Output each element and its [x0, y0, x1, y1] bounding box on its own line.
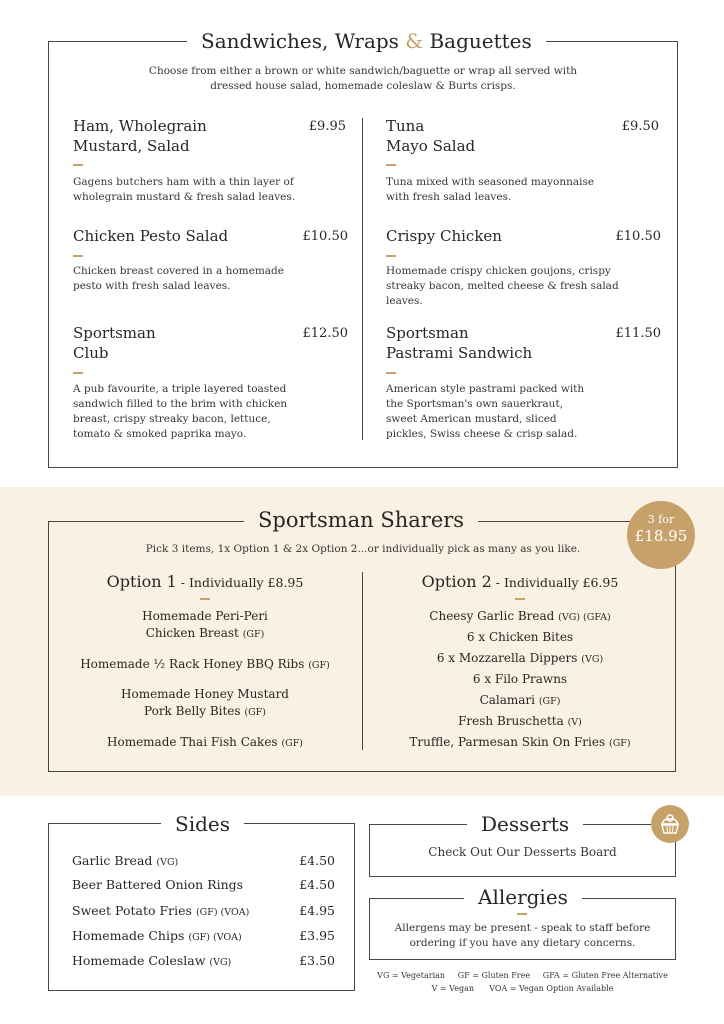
dessert-cupcake-icon-svg	[651, 805, 689, 843]
option2-item: Fresh Bruschetta (V)	[458, 714, 582, 728]
side-item-price: £4.50	[299, 853, 335, 868]
desserts-title: Desserts	[467, 811, 583, 837]
option1-item: Homemade ½ Rack Honey BBQ Ribs (GF)	[80, 657, 330, 671]
accent-dash	[386, 372, 396, 374]
sandwiches-title: Sandwiches, Wraps & Baguettes	[187, 28, 546, 54]
option2-item: Cheesy Garlic Bread (VG) (GFA)	[429, 609, 611, 623]
sandwich-item-name: Sportsman Pastrami Sandwich	[386, 324, 533, 362]
sharers-deal-badge: 3 for £18.95	[627, 501, 695, 569]
sharers-intro: Pick 3 items, 1x Option 1 & 2x Option 2...or individually pick as many as you like.	[145, 543, 581, 555]
accent-dash	[386, 255, 396, 257]
sandwich-item-desc: American style pastrami packed with the Sportsman's own sauerkraut, sweet American mustard, sliced pickles, Swiss cheese & crisp salad.	[386, 383, 585, 440]
option1-item: Homemade Peri-Peri Chicken Breast (GF)	[142, 609, 268, 640]
option2-title: Option 2 - Individually £6.95	[421, 572, 619, 591]
sandwich-item-price: £10.50	[302, 229, 348, 244]
sandwich-item-desc: Gagens butchers ham with a thin layer of wholegrain mustard & fresh salad leaves.	[73, 176, 296, 203]
dessert-cupcake-icon	[651, 805, 689, 843]
option2-item: 6 x Mozzarella Dippers (VG)	[436, 651, 604, 665]
sandwich-item-name: Sportsman Club	[73, 324, 156, 362]
sandwich-item-desc: Tuna mixed with seasoned mayonnaise with fresh salad leaves.	[386, 176, 595, 203]
side-item-price: £3.95	[299, 928, 335, 943]
option2-item: 6 x Chicken Bites	[466, 630, 574, 644]
sharers-title: Sportsman Sharers	[244, 507, 478, 533]
accent-dash	[73, 164, 83, 166]
sandwich-item-desc: Chicken breast covered in a homemade pesto with fresh salad leaves.	[73, 265, 284, 292]
option2-item: Calamari (GF)	[479, 693, 561, 707]
sandwiches-divider	[362, 118, 363, 440]
accent-dash	[515, 598, 525, 600]
option1-title: Option 1 - Individually £8.95	[106, 572, 304, 591]
sandwich-item-name: Chicken Pesto Salad	[73, 227, 229, 245]
sandwich-item-price: £10.50	[615, 229, 661, 244]
accent-dash	[200, 598, 210, 600]
desserts-text: Check Out Our Desserts Board	[428, 845, 617, 859]
side-item-name: Beer Battered Onion Rings	[72, 877, 244, 892]
sandwich-item-price: £11.50	[615, 326, 661, 341]
sandwich-item-price: £12.50	[302, 326, 348, 341]
sandwich-item-desc: A pub favourite, a triple layered toasted sandwich filled to the brim with chicken breast, crispy streaky bacon, lettuce, tomato & smoked paprika mayo.	[73, 383, 288, 440]
sandwiches-intro: Choose from either a brown or white sandwich/baguette or wrap all served with dressed house salad, homemade coleslaw & Burts crisps.	[148, 65, 578, 92]
accent-dash	[73, 372, 83, 374]
side-item-name: Homemade Coleslaw (VG)	[72, 953, 232, 968]
option2-item: Truffle, Parmesan Skin On Fries (GF)	[409, 735, 631, 749]
sandwich-item-name: Crispy Chicken	[386, 227, 502, 245]
sandwich-item-price: £9.95	[308, 119, 346, 134]
option2-item: 6 x Filo Prawns	[472, 672, 568, 686]
side-item-price: £4.95	[299, 903, 335, 918]
allergies-title: Allergies	[464, 884, 582, 910]
accent-dash	[73, 255, 83, 257]
side-item-name: Sweet Potato Fries (GF) (VOA)	[72, 903, 250, 918]
allergies-text: Allergens may be present - speak to staff before ordering if you have any dietary concerns.	[394, 922, 651, 949]
side-item-price: £4.50	[299, 877, 335, 892]
dietary-legend: VG = Vegetarian GF = Gluten Free GFA = Gluten Free Alternative V = Vegan VOA = Vegan Option Available	[377, 971, 668, 993]
accent-dash	[386, 164, 396, 166]
sides-title: Sides	[161, 811, 244, 837]
sandwich-item-name: Tuna Mayo Salad	[386, 117, 476, 155]
side-item-name: Homemade Chips (GF) (VOA)	[72, 928, 242, 943]
sandwich-item-desc: Homemade crispy chicken goujons, crispy streaky bacon, melted cheese & fresh salad leaves.	[386, 265, 619, 307]
option1-item: Homemade Thai Fish Cakes (GF)	[107, 735, 303, 749]
side-item-price: £3.50	[299, 953, 335, 968]
sandwich-item-name: Ham, Wholegrain Mustard, Salad	[73, 117, 207, 155]
sandwich-item-price: £9.50	[621, 119, 659, 134]
option1-item: Homemade Honey Mustard Pork Belly Bites (GF)	[121, 687, 289, 718]
accent-dash	[517, 913, 527, 915]
sharers-divider	[362, 572, 363, 750]
side-item-name: Garlic Bread (VG)	[72, 853, 179, 868]
